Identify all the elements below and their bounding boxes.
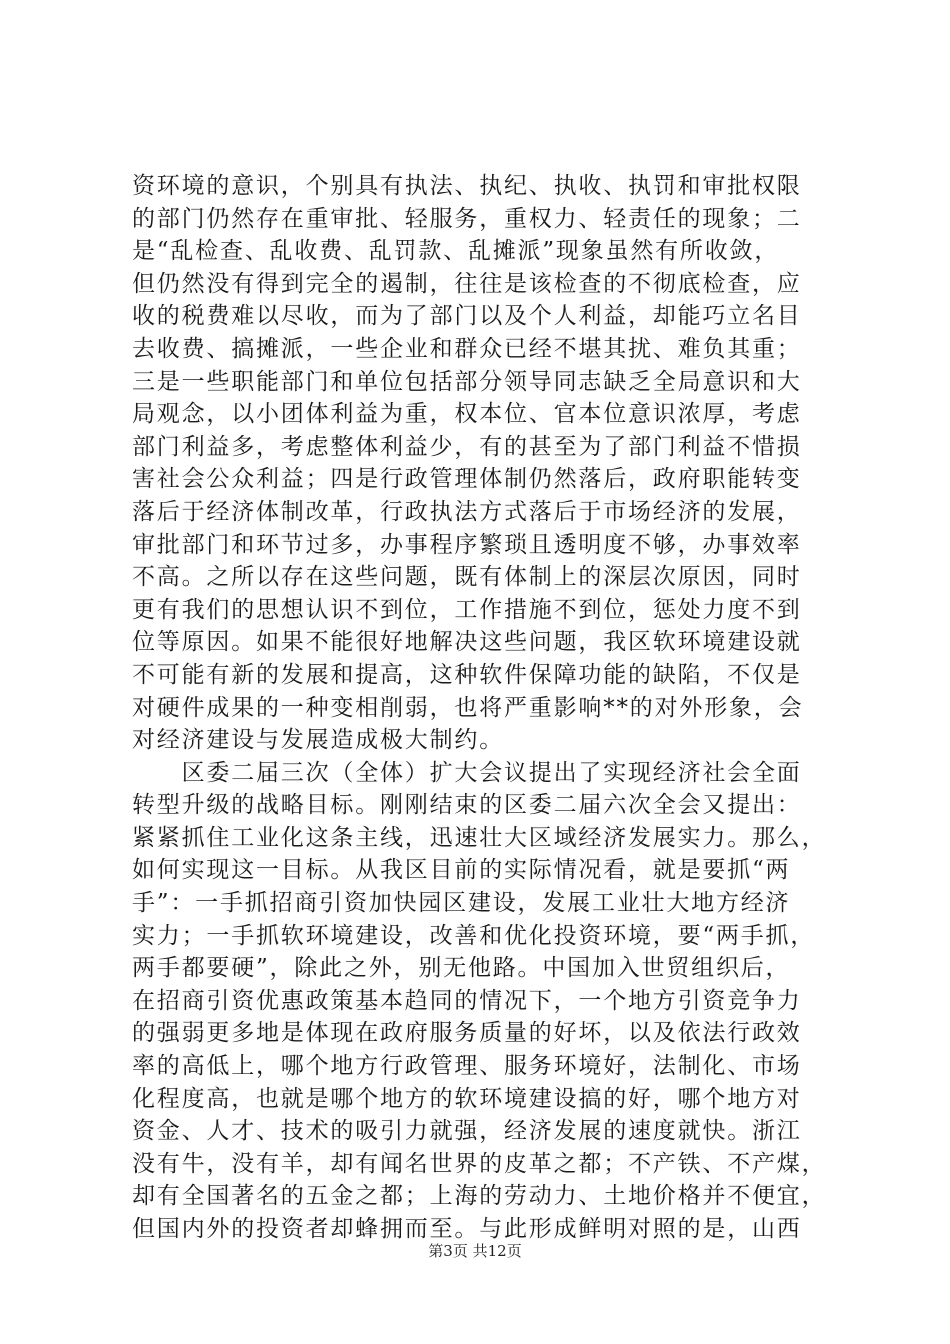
text-line: 审批部门和环节过多，办事程序繁琐且透明度不够，办事效率 — [132, 531, 802, 558]
text-line: 没有牛，没有羊，却有闻名世界的皮革之都；不产铁、不产煤， — [132, 1150, 827, 1177]
text-line: 如何实现这一目标。从我区目前的实际情况看，就是要抓“两 — [132, 857, 791, 884]
text-line: 位等原因。如果不能很好地解决这些问题，我区软环境建设就 — [132, 629, 802, 656]
text-line: 在招商引资优惠政策基本趋同的情况下，一个地方引资竞争力 — [132, 987, 802, 1014]
text-line: 化程度高，也就是哪个地方的软环境建设搞的好，哪个地方对 — [132, 1085, 802, 1112]
text-line: 资金、人才、技术的吸引力就强，经济发展的速度就快。浙江 — [132, 1118, 802, 1145]
text-line: 害社会公众利益；四是行政管理体制仍然落后，政府职能转变 — [132, 466, 802, 493]
text-line: 转型升级的战略目标。刚刚结束的区委二届六次全会又提出： — [132, 792, 802, 819]
text-line: 资环境的意识，个别具有执法、执纪、执收、执罚和审批权限 — [132, 173, 802, 199]
page-footer — [0, 1241, 950, 1261]
text-line: 部门利益多，考虑整体利益少，有的甚至为了部门利益不惜损 — [132, 433, 802, 460]
text-line: 不可能有新的发展和提高，这种软件保障功能的缺陷，不仅是 — [132, 661, 802, 688]
text-line: 对经济建设与发展造成极大制约。 — [132, 727, 504, 754]
text-line: 是“乱检查、乱收费、乱罚款、乱摊派”现象虽然有所收敛， — [132, 238, 780, 265]
page-number-label: 第3页 共12页 — [428, 1242, 522, 1260]
text-line: 的部门仍然存在重审批、轻服务，重权力、轻责任的现象；二 — [132, 205, 802, 232]
text-line: 三是一些职能部门和单位包括部分领导同志缺乏全局意识和大 — [132, 368, 802, 395]
text-line: 对硬件成果的一种变相削弱，也将严重影响**的对外形象，会 — [132, 694, 804, 721]
body-text — [132, 170, 832, 1246]
text-line: 但国内外的投资者却蜂拥而至。与此形成鲜明对照的是，山西 — [132, 1216, 802, 1242]
text-line: 但仍然没有得到完全的遏制，往往是该检查的不彻底检查，应 — [132, 270, 802, 297]
text-line: 落后于经济体制改革，行政执法方式落后于市场经济的发展， — [132, 498, 802, 525]
text-line: 局观念，以小团体利益为重，权本位、官本位意识浓厚，考虑 — [132, 401, 802, 428]
text-line: 两手都要硬”，除此之外，别无他路。中国加入世贸组织后， — [132, 955, 791, 982]
text-line: 手”：一手抓招商引资加快园区建设，发展工业壮大地方经济 — [132, 890, 791, 917]
text-line: 去收费、搞摊派，一些企业和群众已经不堪其扰、难负其重； — [132, 335, 802, 362]
text-line: 却有全国著名的五金之都；上海的劳动力、土地价格并不便宜， — [132, 1183, 827, 1210]
text-line: 紧紧抓住工业化这条主线，迅速壮大区域经济发展实力。那么， — [132, 824, 827, 851]
text-line: 更有我们的思想认识不到位，工作措施不到位，惩处力度不到 — [132, 596, 802, 623]
text-line: 的强弱更多地是体现在政府服务质量的好坏，以及依法行政效 — [132, 1020, 802, 1047]
text-line: 区委二届三次（全体）扩大会议提出了实现经济社会全面 — [132, 759, 802, 786]
text-line: 收的税费难以尽收，而为了部门以及个人利益，却能巧立名目 — [132, 303, 802, 330]
text-line: 率的高低上，哪个地方行政管理、服务环境好，法制化、市场 — [132, 1053, 802, 1080]
text-line: 实力；一手抓软环境建设，改善和优化投资环境，要“两手抓， — [132, 922, 816, 949]
text-line: 不高。之所以存在这些问题，既有体制上的深层次原因，同时 — [132, 564, 802, 591]
